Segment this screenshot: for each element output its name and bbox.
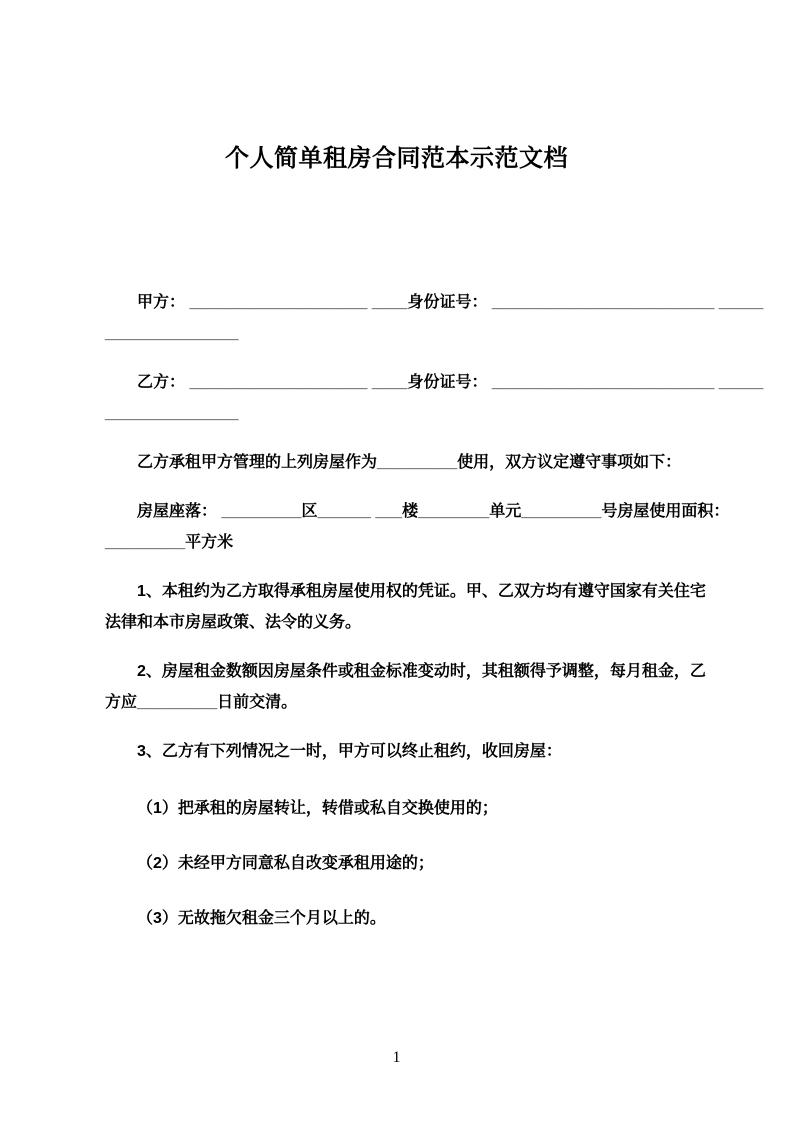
termination-item-2 — [105, 848, 713, 879]
clause-1-line-1: 1、本租约为乙方取得承租房屋使用权的凭证。甲、乙双方均有遵守国家有关住宅 — [137, 583, 706, 600]
clause-2 — [105, 656, 713, 718]
usage-clause — [105, 447, 713, 478]
party-a-blank-continuation: _______________ — [105, 325, 239, 342]
clause-3 — [105, 736, 713, 767]
termination-item-2-text: （2）未经甲方同意私自改变承租用途的； — [137, 855, 434, 872]
page-number: 1 — [392, 1049, 401, 1066]
party-b-text: 乙方： ____________________ ____身份证号： _________________________ _____ — [137, 374, 764, 391]
property-location-text: 房屋座落： _________区______ ___楼________单元_________号房屋使用面积： — [137, 503, 730, 520]
clause-1-line-2: 法律和本市房屋政策、法令的义务。 — [105, 614, 362, 631]
clause-2-line-1: 2、房屋租金数额因房屋条件或租金标准变动时，其租额得予调整，每月租金，乙 — [137, 663, 706, 680]
clause-3-text: 3、乙方有下列情况之一时，甲方可以终止租约，收回房屋： — [137, 743, 562, 760]
termination-item-3 — [105, 903, 713, 934]
document-title: 个人简单租房合同范本示范文档 — [225, 145, 568, 172]
termination-item-1-text: （1）把承租的房屋转让，转借或私自交换使用的； — [137, 800, 498, 817]
usage-clause-text: 乙方承租甲方管理的上列房屋作为_________使用，双方议定遵守事项如下： — [137, 454, 682, 471]
party-a-line — [105, 287, 764, 349]
clause-1 — [105, 576, 713, 638]
clause-2-line-2: 方应_________日前交清。 — [105, 694, 298, 711]
termination-item-3-text: （3）无故拖欠租金三个月以上的。 — [137, 910, 386, 927]
party-b-blank-continuation: _______________ — [105, 405, 239, 422]
party-a-text: 甲方： ____________________ ____身份证号： _________________________ _____ — [137, 294, 764, 311]
party-b-line — [105, 367, 764, 429]
property-location — [105, 496, 730, 558]
property-location-continuation: _________平方米 — [105, 534, 234, 551]
document-body — [105, 287, 764, 934]
termination-item-1 — [105, 793, 713, 824]
